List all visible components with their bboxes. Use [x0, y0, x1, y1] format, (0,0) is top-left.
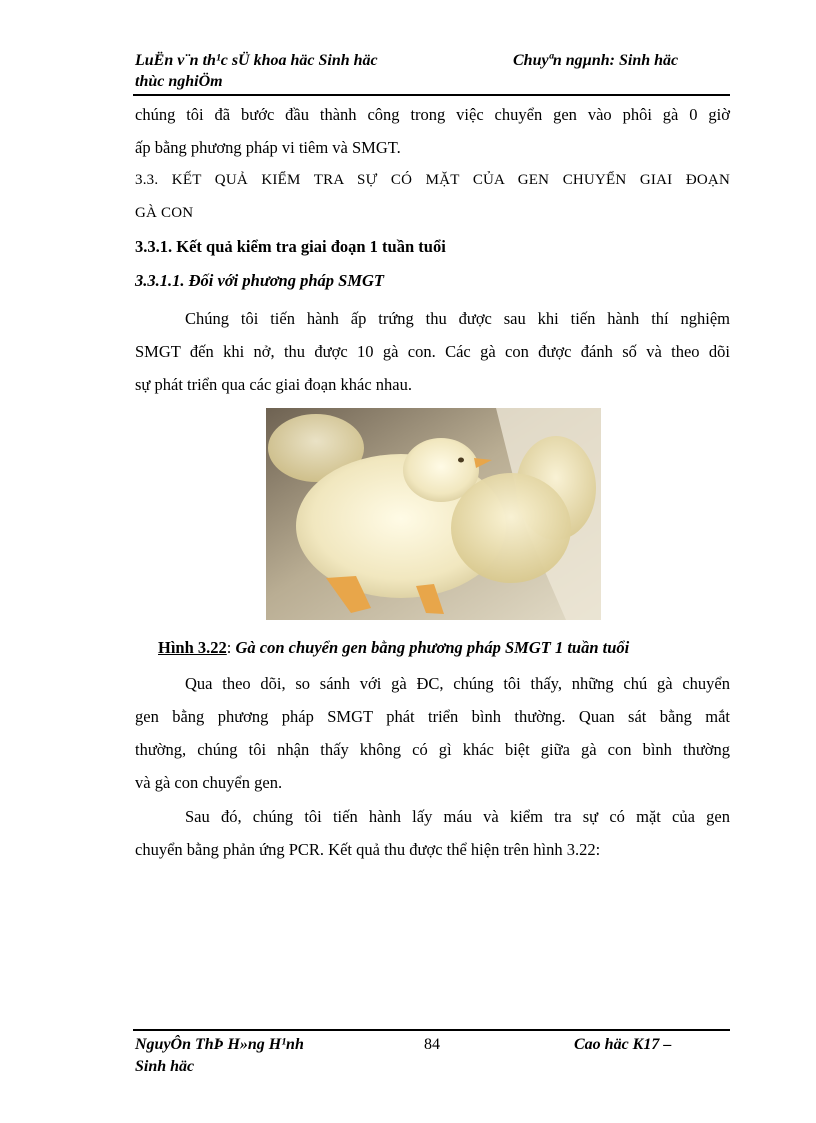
header-left-line2: thùc nghiÖm — [135, 73, 223, 90]
footer-course: Cao häc K17 – — [574, 1036, 672, 1053]
paragraph-1-line-3: sự phát triển qua các giai đoạn khác nhau. — [135, 375, 412, 394]
paragraph-1 — [135, 302, 730, 401]
paragraph-2 — [135, 667, 730, 799]
intro-line-2: ấp bằng phương pháp vi tiêm và SMGT. — [135, 138, 401, 157]
chick-photo — [266, 408, 601, 620]
figure-caption — [158, 637, 629, 659]
footer-left-line2: Sinh häc — [135, 1058, 195, 1075]
header-left-line1: LuËn v¨n th¹c sÜ khoa häc Sinh häc — [135, 52, 378, 69]
chick-photo-illustration — [266, 408, 601, 620]
header-major: Chuyªn ngµnh: Sinh häc — [513, 52, 679, 69]
subsection-heading: 3.3.1. Kết quả kiểm tra giai đoạn 1 tuần tuổi — [135, 237, 446, 256]
paragraph-3 — [135, 800, 730, 866]
paragraph-3-line-1: Sau đó, chúng tôi tiến hành lấy máu và kiểm tra sự có mặt của gen — [185, 807, 730, 826]
footer-author — [135, 1034, 365, 1078]
intro-paragraph — [135, 98, 730, 164]
paragraph-1-line-2: SMGT đến khi nở, thu được 10 gà con. Các gà con được đánh số và theo dõi — [135, 342, 730, 361]
subsubsection-heading: 3.3.1.1. Đối với phương pháp SMGT — [135, 271, 384, 290]
section-heading-line-1: 3.3. KẾT QUẢ KIỂM TRA SỰ CÓ MẶT CỦA GEN CHUYỂN GIAI ĐOẠN — [135, 172, 730, 188]
figure-separator: : — [226, 638, 236, 657]
paragraph-2-line-2: gen bằng phương pháp SMGT phát triển bình thường. Quan sát bằng mắt — [135, 707, 730, 726]
page-number: 84 — [424, 1036, 440, 1053]
figure-label: Hình 3.22 — [158, 638, 227, 657]
intro-line-1: chúng tôi đã bước đầu thành công trong việc chuyển gen vào phôi gà 0 giờ — [135, 105, 730, 124]
header-thesis-title — [135, 50, 475, 92]
section-heading-line-2: GÀ CON — [135, 205, 194, 221]
figure-title: Gà con chuyển gen bằng phương pháp SMGT 1 tuần tuổi — [235, 638, 630, 657]
chick-eye — [458, 458, 464, 463]
header-divider — [133, 94, 730, 96]
footer-left-line1: NguyÔn ThÞ H»ng H¹nh — [135, 1036, 304, 1053]
footer-divider — [133, 1029, 730, 1031]
paragraph-3-line-2: chuyển bằng phản ứng PCR. Kết quả thu được thể hiện trên hình 3.22: — [135, 840, 601, 859]
paragraph-2-line-1: Qua theo dõi, so sánh với gà ĐC, chúng tôi thấy, những chú gà chuyển — [185, 674, 730, 693]
paragraph-2-line-4: và gà con chuyển gen. — [135, 773, 283, 792]
paragraph-2-line-3: thường, chúng tôi nhận thấy không có gì khác biệt giữa gà con bình thường — [135, 740, 730, 759]
paragraph-1-line-1: Chúng tôi tiến hành ấp trứng thu được sau khi tiến hành thí nghiệm — [185, 309, 730, 328]
second-chick — [451, 473, 571, 583]
section-heading — [135, 164, 730, 230]
